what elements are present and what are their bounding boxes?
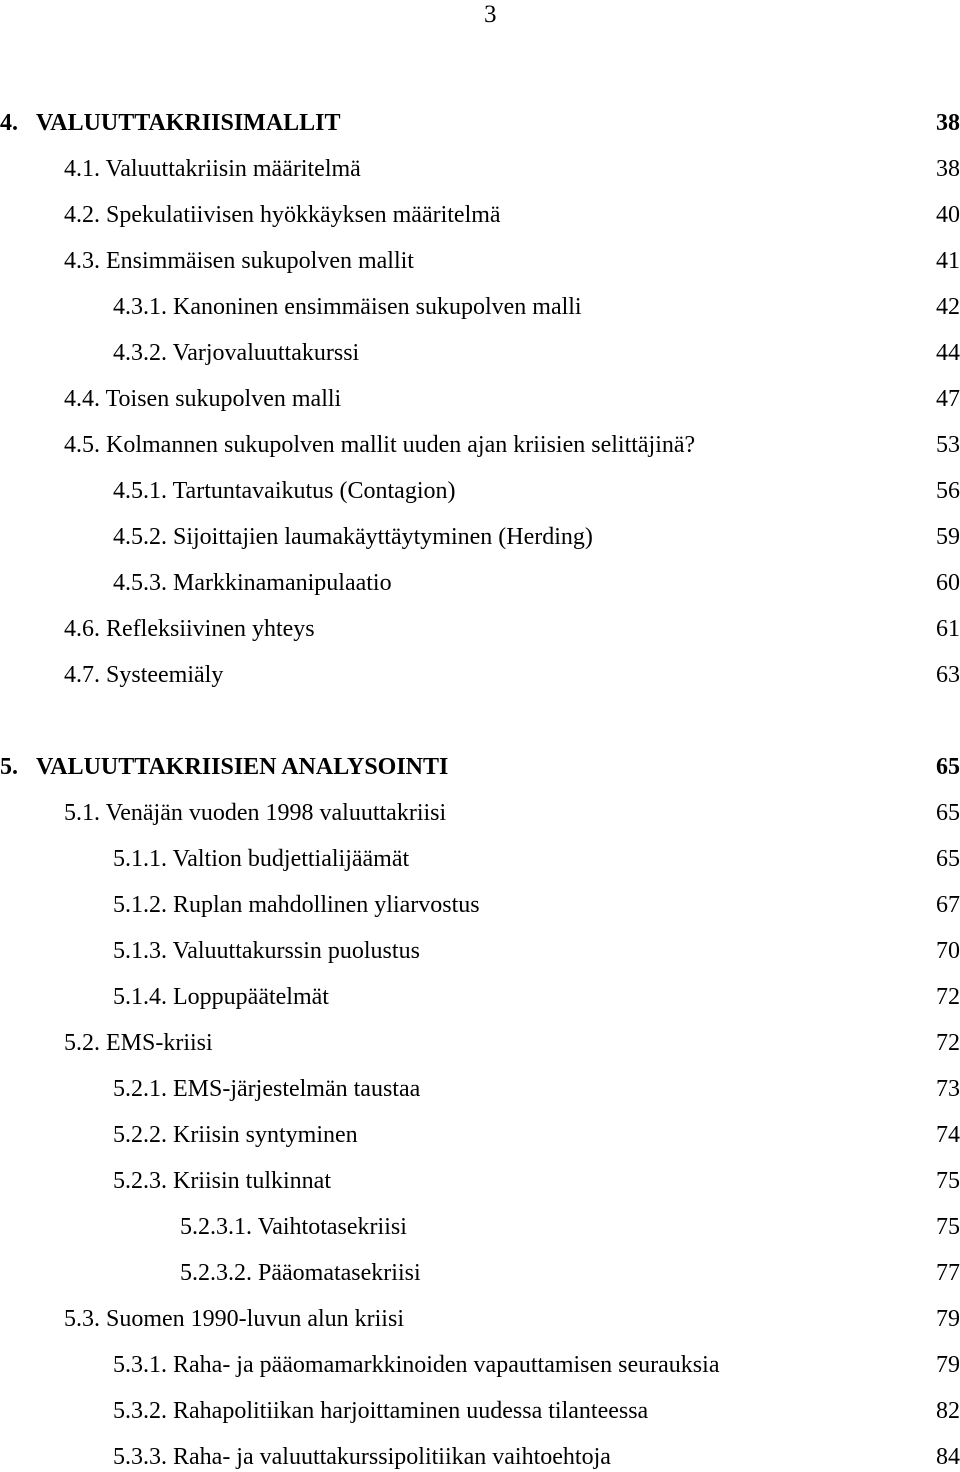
toc-entry-label: 5.2.3.1. Vaihtotasekriisi bbox=[180, 1214, 407, 1240]
toc-entry bbox=[0, 476, 960, 506]
toc-entry-page: 73 bbox=[936, 1076, 960, 1102]
toc-entry-label: 5.3. Suomen 1990-luvun alun kriisi bbox=[64, 1306, 404, 1332]
toc-entry bbox=[0, 660, 960, 690]
toc-entry bbox=[0, 614, 960, 644]
toc-entry-page: 67 bbox=[936, 892, 960, 918]
toc-entry-page: 74 bbox=[936, 1122, 960, 1148]
toc-entry-label: 4.4. Toisen sukupolven malli bbox=[64, 386, 342, 412]
toc-entry bbox=[0, 890, 960, 920]
toc-entry-label: 5.2. EMS-kriisi bbox=[64, 1030, 213, 1056]
toc-entry-label: 4.5.3. Markkinamanipulaatio bbox=[113, 570, 392, 596]
toc-entry-page: 79 bbox=[936, 1352, 960, 1378]
toc-entry bbox=[0, 936, 960, 966]
toc-entry bbox=[0, 1074, 960, 1104]
toc-entry bbox=[0, 982, 960, 1012]
toc-entry bbox=[0, 1396, 960, 1426]
toc-entry bbox=[0, 292, 960, 322]
toc-entry-label: 5.2.2. Kriisin syntyminen bbox=[113, 1122, 358, 1148]
toc-entry bbox=[0, 1442, 960, 1472]
toc-entry-label: 4.1. Valuuttakriisin määritelmä bbox=[64, 156, 361, 182]
toc-entry bbox=[0, 430, 960, 460]
toc-entry-label: 5.3.3. Raha- ja valuuttakurssipolitiikan vaihtoehtoja bbox=[113, 1444, 611, 1470]
toc-entry bbox=[0, 568, 960, 598]
toc-entry-page: 84 bbox=[936, 1444, 960, 1470]
toc-entry-page: 56 bbox=[936, 478, 960, 504]
toc-entry-label: 4.3.1. Kanoninen ensimmäisen sukupolven malli bbox=[113, 294, 582, 320]
toc-entry-label: 5.1. Venäjän vuoden 1998 valuuttakriisi bbox=[64, 800, 447, 826]
toc-entry-label: 4.5.2. Sijoittajien laumakäyttäytyminen (Herding) bbox=[113, 524, 593, 550]
toc-entry bbox=[0, 1028, 960, 1058]
toc-entry-label: 5. VALUUTTAKRIISIEN ANALYSOINTI bbox=[0, 754, 449, 780]
toc-entry-label: 5.2.1. EMS-järjestelmän taustaa bbox=[113, 1076, 421, 1102]
toc-entry-page: 65 bbox=[936, 846, 960, 872]
toc-entry-page: 59 bbox=[936, 524, 960, 550]
toc-entry bbox=[0, 1258, 960, 1288]
toc-entry bbox=[0, 844, 960, 874]
toc-entry-page: 72 bbox=[936, 1030, 960, 1056]
toc-entry-page: 65 bbox=[936, 800, 960, 826]
toc-entry-page: 44 bbox=[936, 340, 960, 366]
toc-entry-label: 5.2.3.2. Pääomatasekriisi bbox=[180, 1260, 421, 1286]
toc-entry bbox=[0, 1304, 960, 1334]
toc-entry-page: 53 bbox=[936, 432, 960, 458]
toc-entry-page: 82 bbox=[936, 1398, 960, 1424]
toc-entry-label: 5.1.1. Valtion budjettialijäämät bbox=[113, 846, 410, 872]
toc-entry-page: 79 bbox=[936, 1306, 960, 1332]
toc-entry-page: 77 bbox=[936, 1260, 960, 1286]
toc-entry bbox=[0, 522, 960, 552]
toc-entry-page: 38 bbox=[936, 156, 960, 182]
toc-entry-label: 4.5. Kolmannen sukupolven mallit uuden ajan kriisien selittäjinä? bbox=[64, 432, 696, 458]
page-number: 3 bbox=[484, 1, 497, 28]
toc-entry-page: 40 bbox=[936, 202, 960, 228]
toc-entry-label: 5.3.2. Rahapolitiikan harjoittaminen uudessa tilanteessa bbox=[113, 1398, 649, 1424]
toc-entry bbox=[0, 798, 960, 828]
toc-entry bbox=[0, 154, 960, 184]
toc-entry-page: 65 bbox=[936, 754, 960, 780]
toc-entry-label: 5.2.3. Kriisin tulkinnat bbox=[113, 1168, 331, 1194]
toc-entry-label: 4.7. Systeemiäly bbox=[64, 662, 224, 688]
toc-entry-page: 60 bbox=[936, 570, 960, 596]
toc-entry-label: 4.2. Spekulatiivisen hyökkäyksen määritelmä bbox=[64, 202, 501, 228]
toc-entry bbox=[0, 1212, 960, 1242]
toc-entry-page: 75 bbox=[936, 1168, 960, 1194]
toc-entry-label: 5.1.3. Valuuttakurssin puolustus bbox=[113, 938, 420, 964]
toc-entry bbox=[0, 338, 960, 368]
toc-entry-label: 4.3.2. Varjovaluuttakurssi bbox=[113, 340, 360, 366]
toc-entry bbox=[0, 384, 960, 414]
toc-entry-page: 63 bbox=[936, 662, 960, 688]
toc-entry bbox=[0, 246, 960, 276]
toc-entry-label: 4.5.1. Tartuntavaikutus (Contagion) bbox=[113, 478, 456, 504]
toc-entry-page: 70 bbox=[936, 938, 960, 964]
toc-entry-page: 47 bbox=[936, 386, 960, 412]
toc-entry bbox=[0, 1120, 960, 1150]
toc-entry-label: 4.3. Ensimmäisen sukupolven mallit bbox=[64, 248, 414, 274]
toc-entry-page: 42 bbox=[936, 294, 960, 320]
toc-entry-label: 4. VALUUTTAKRIISIMALLIT bbox=[0, 110, 341, 136]
toc-entry bbox=[0, 1350, 960, 1380]
toc-entry bbox=[0, 200, 960, 230]
toc-entry-page: 41 bbox=[936, 248, 960, 274]
toc-entry-label: 5.3.1. Raha- ja pääomamarkkinoiden vapauttamisen seurauksia bbox=[113, 1352, 720, 1378]
toc-entry-page: 72 bbox=[936, 984, 960, 1010]
toc-entry-label: 5.1.4. Loppupäätelmät bbox=[113, 984, 329, 1010]
toc-entry bbox=[0, 1166, 960, 1196]
toc-chapter-5 bbox=[0, 752, 960, 782]
toc-entry-label: 5.1.2. Ruplan mahdollinen yliarvostus bbox=[113, 892, 480, 918]
toc-chapter-4 bbox=[0, 108, 960, 138]
toc-entry-page: 38 bbox=[936, 110, 960, 136]
toc-entry-page: 75 bbox=[936, 1214, 960, 1240]
toc-entry-label: 4.6. Refleksiivinen yhteys bbox=[64, 616, 315, 642]
toc-entry-page: 61 bbox=[936, 616, 960, 642]
